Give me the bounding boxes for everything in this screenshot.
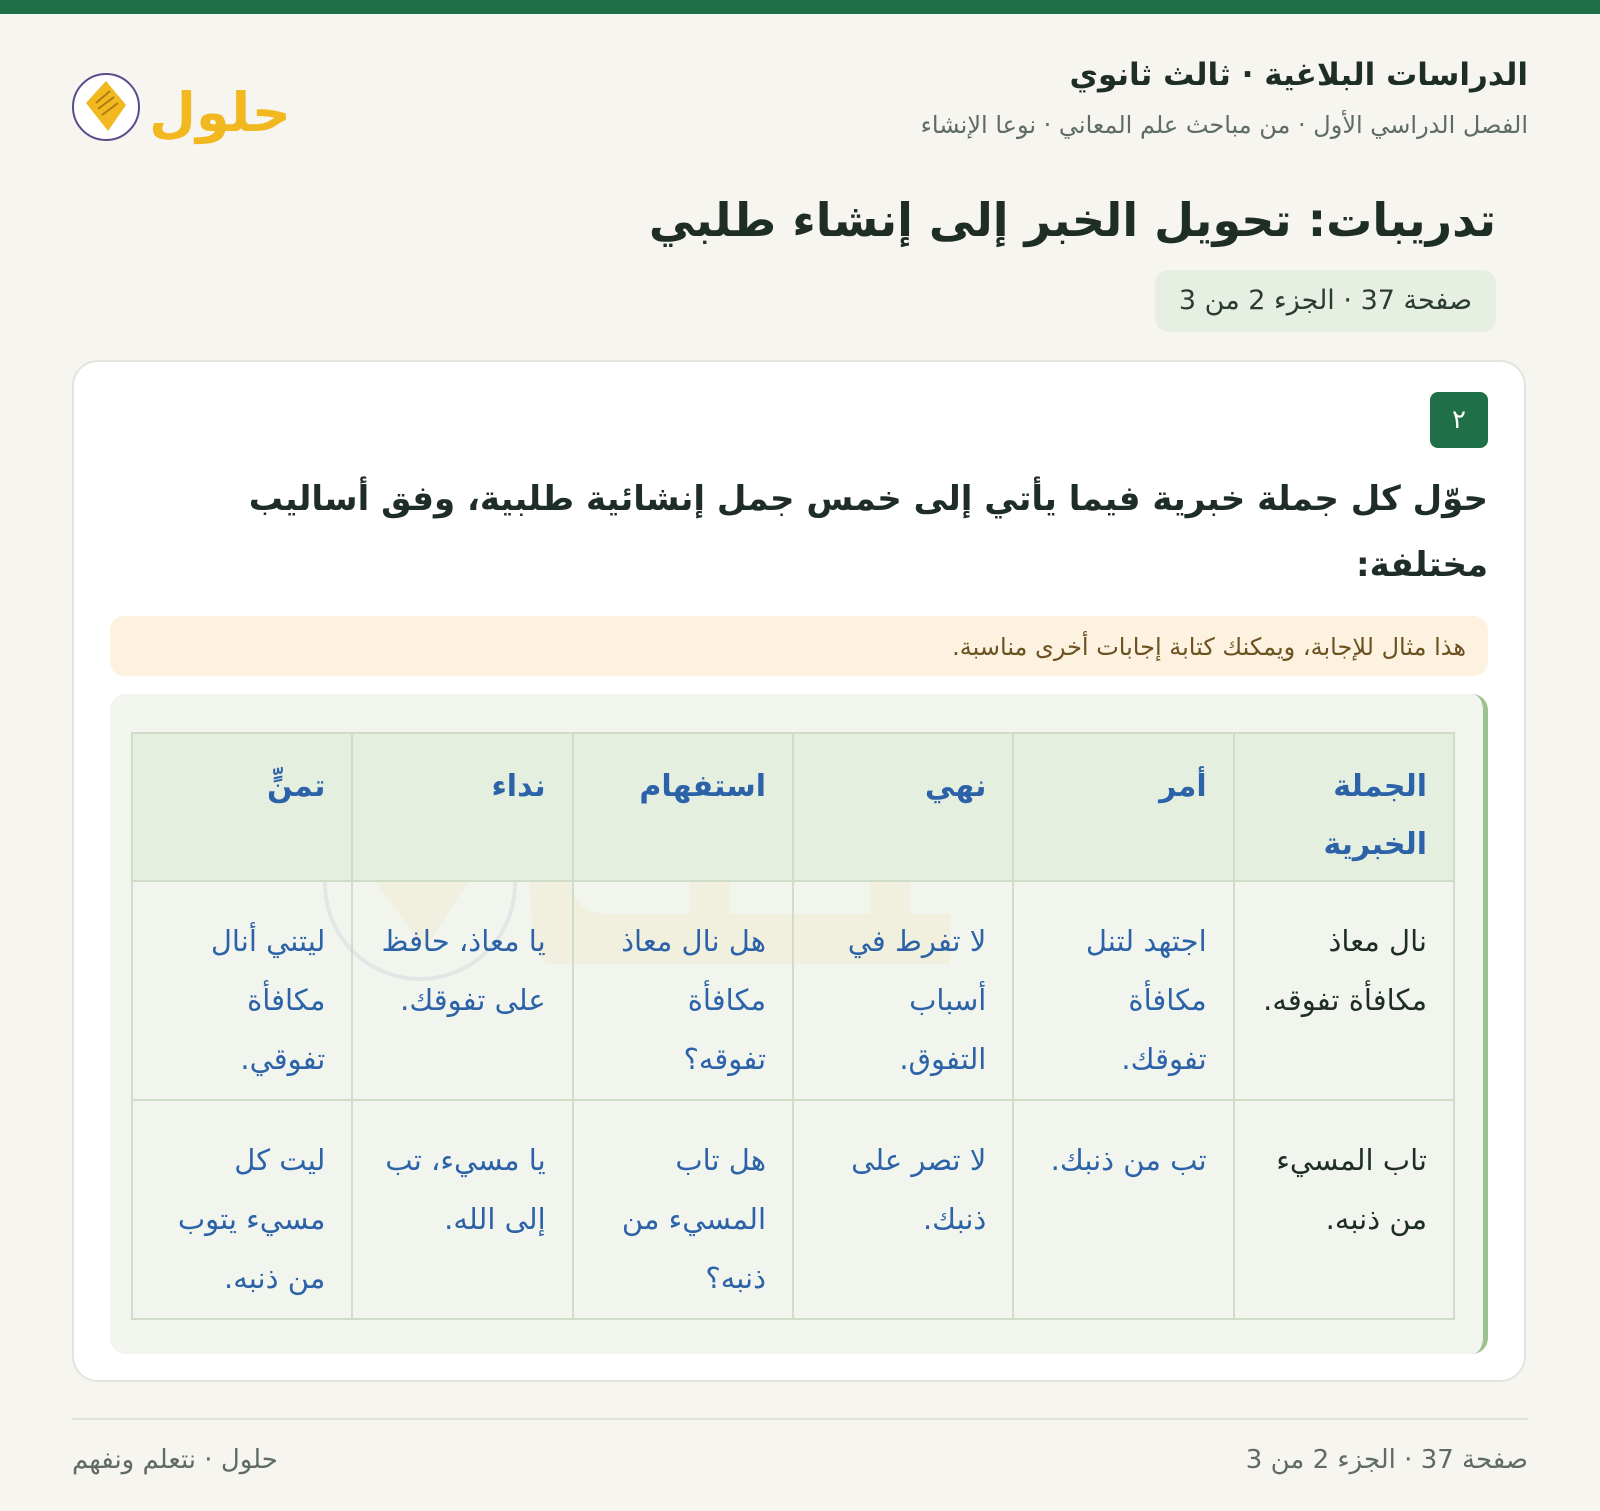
- vocative-cell: يا مسيء، تب إلى الله.: [352, 1100, 572, 1319]
- prohibition-cell: لا تفرط في أسباب التفوق.: [793, 881, 1013, 1100]
- svg-text:حلول: حلول: [149, 81, 291, 144]
- header-cell-statement: الجملة الخبرية: [1234, 733, 1454, 881]
- statement-cell: تاب المسيء من ذنبه.: [1234, 1100, 1454, 1319]
- page-badge: صفحة 37 · الجزء 2 من 3: [1155, 270, 1496, 332]
- question-cell: هل نال معاذ مكافأة تفوقه؟: [573, 881, 793, 1100]
- header-cell-vocative: نداء: [352, 733, 572, 881]
- answer-box: [110, 694, 1488, 1354]
- command-cell: اجتهد لتنل مكافأة تفوقك.: [1013, 881, 1233, 1100]
- table-row: [132, 881, 1454, 1100]
- wish-cell: ليت كل مسيء يتوب من ذنبه.: [132, 1100, 352, 1319]
- table-row: [132, 1100, 1454, 1319]
- header-titles: [921, 55, 1528, 141]
- command-cell: تب من ذنبك.: [1013, 1100, 1233, 1319]
- wish-cell: ليتني أنال مكافأة تفوقي.: [132, 881, 352, 1100]
- statement-cell: نال معاذ مكافأة تفوقه.: [1234, 881, 1454, 1100]
- header-cell-prohibition: نهي: [793, 733, 1013, 881]
- page-header: [72, 55, 1528, 165]
- question-number-badge: ٢: [1430, 392, 1488, 448]
- subject-title: الدراسات البلاغية · ثالث ثانوي: [1069, 57, 1528, 93]
- footer-divider: [72, 1418, 1528, 1420]
- footer-page-info: صفحة 37 · الجزء 2 من 3: [1245, 1445, 1528, 1475]
- prohibition-cell: لا تصر على ذنبك.: [793, 1100, 1013, 1319]
- header-cell-question: استفهام: [573, 733, 793, 881]
- breadcrumb: الفصل الدراسي الأول · من مباحث علم المعاني · نوعا الإنشاء: [920, 111, 1528, 139]
- header-cell-wish: تمنٍّ: [132, 733, 352, 881]
- exercise-card: [72, 360, 1526, 1382]
- header-cell-command: أمر: [1013, 733, 1233, 881]
- question-cell: هل تاب المسيء من ذنبه؟: [573, 1100, 793, 1319]
- hulul-logo[interactable]: [72, 61, 302, 151]
- footer-brand: حلول · نتعلم ونفهم: [72, 1445, 278, 1475]
- table-header-row: [132, 733, 1454, 881]
- question-text: حوّل كل جملة خبرية فيما يأتي إلى خمس جمل إنشائية طلبية، وفق أساليب مختلفة:: [248, 479, 1488, 585]
- page-title: تدريبات: تحويل الخبر إلى إنشاء طلبي: [648, 193, 1496, 247]
- vocative-cell: يا معاذ، حافظ على تفوقك.: [352, 881, 572, 1100]
- top-accent-bar: [0, 0, 1600, 14]
- answer-table: [131, 732, 1455, 1320]
- answer-note: هذا مثال للإجابة، ويمكنك كتابة إجابات أخرى مناسبة.: [110, 616, 1488, 676]
